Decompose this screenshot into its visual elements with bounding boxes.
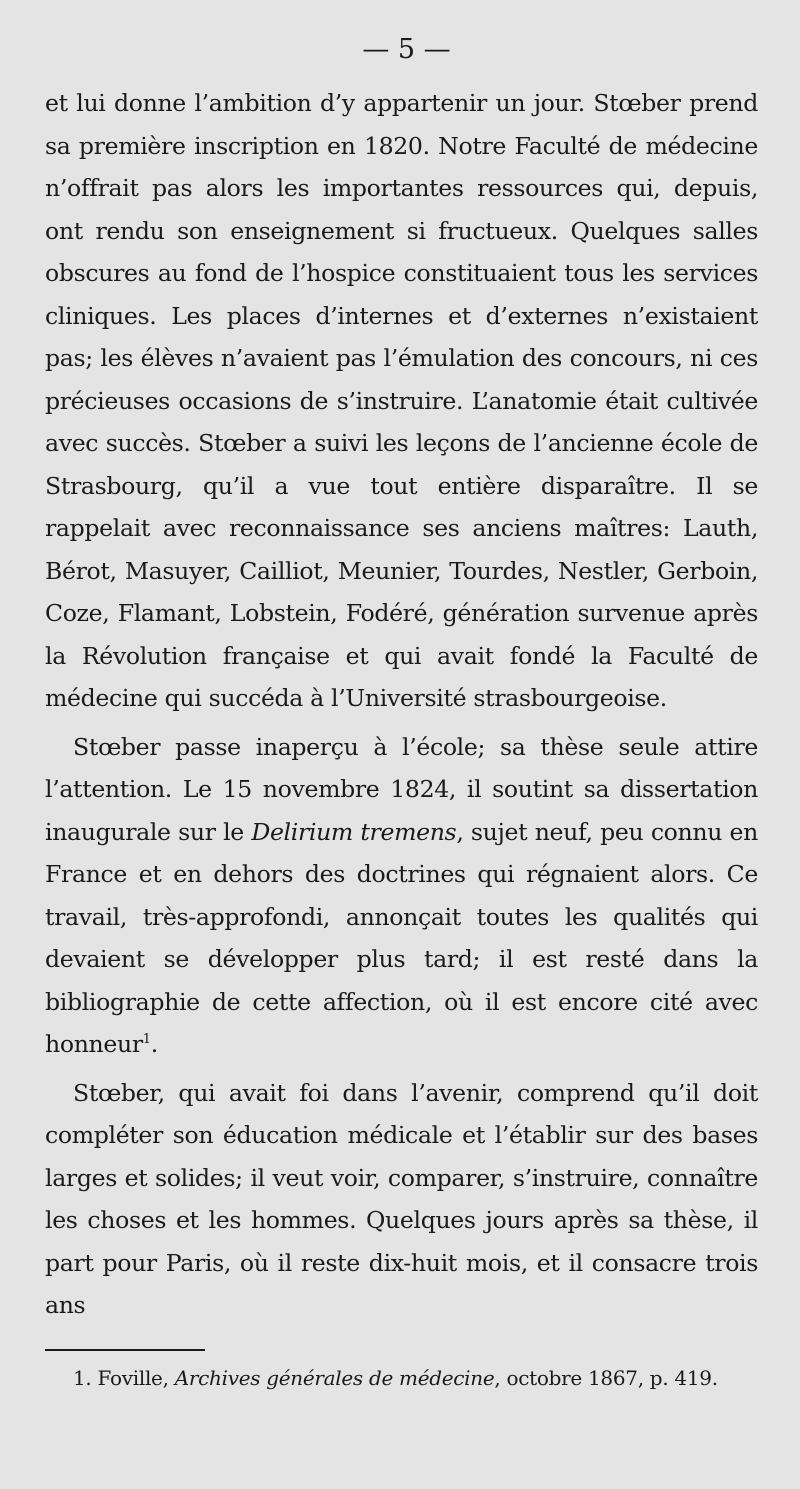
body-text (45, 82, 758, 1327)
footnote-reference: 1 (142, 1032, 151, 1048)
footnote-number: 1. (73, 1365, 92, 1390)
paragraph-2-text-b: , sujet neuf, peu connu en France et en dehors des doctrines qui régnaient alors. Ce travail, très-approfondi, annonçait toutes les qualités qui devaient se développer plus tard; il est resté dans la bibliographie de cette affection, où il est encore cité avec honneur (45, 817, 758, 1058)
footnote (45, 1361, 758, 1395)
paragraph-2 (45, 726, 758, 1066)
paragraph-2-text-a: Stœber passe inaperçu à l’école; sa thèse seule attire l’attention. Le 15 novembre 1824, il soutint sa dissertation inaugurale sur le (45, 732, 758, 846)
footnote-author: Foville, (91, 1365, 175, 1390)
footnote-details: , octobre 1867, p. 419. (494, 1365, 718, 1390)
paragraph-1: et lui donne l’ambition d’y appartenir un jour. Stœber prend sa première inscription en 1820. Notre Faculté de médecine n’offrait pas alors les importantes ressources qui, depuis, ont rendu son enseignement si fructueux. Quelques salles obscures au fond de l’hospice constituaient tous les services cliniques. Les places d’internes et d’externes n’existaient pas; les élèves n’avaient pas l’émulation des concours, ni ces précieuses occasions de s’instruire. L’anatomie était cultivée avec succès. Stœber a suivi les leçons de l’ancienne école de Strasbourg, qu’il a vue tout entière disparaître. Il se rappelait avec reconnaissance ses anciens maîtres: Lauth, Bérot, Masuyer, Cailliot, Meunier, Tourdes, Nestler, Gerboin, Coze, Flamant, Lobstein, Fodéré, génération survenue après la Révolution française et qui avait fondé la Faculté de médecine qui succéda à l’Université strasbourgeoise. (45, 89, 758, 712)
thesis-title: Delirium tremens (251, 817, 457, 846)
paragraph-3: Stœber, qui avait foi dans l’avenir, comprend qu’il doit compléter son éducation médicale et l’établir sur des bases larges et solides; il veut voir, comparer, s’instruire, connaître les choses et les hommes. Quelques jours après sa thèse, il part pour Paris, où il reste dix-huit mois, et il consacre trois ans (45, 1078, 758, 1319)
footnote-divider (45, 1349, 205, 1351)
paragraph-2-end: . (150, 1030, 158, 1058)
footnote-journal: Archives générales de médecine (174, 1365, 495, 1390)
page-number: — 5 — (362, 34, 451, 65)
